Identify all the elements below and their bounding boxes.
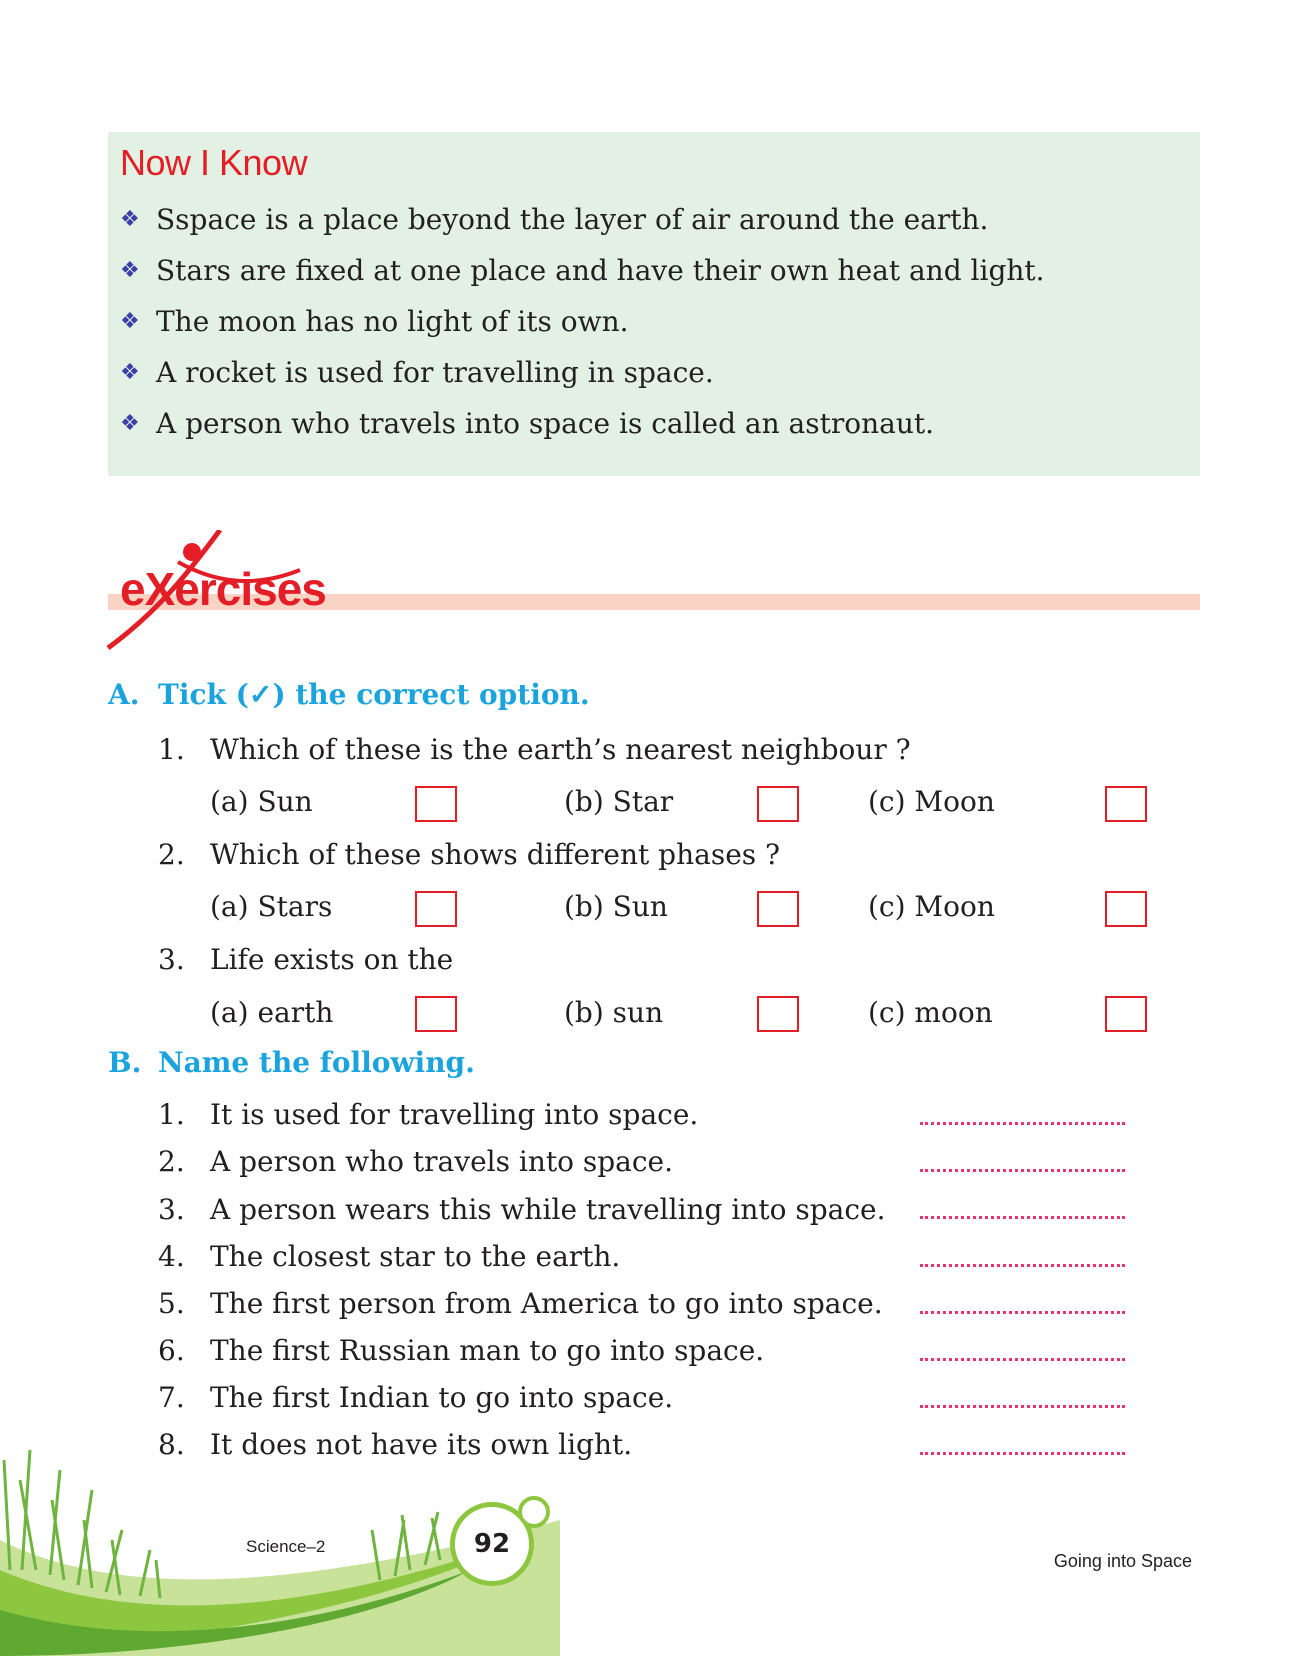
tick-box[interactable] <box>1105 786 1147 822</box>
answer-blank[interactable] <box>920 1169 1125 1172</box>
tick-box[interactable] <box>415 891 457 927</box>
answer-blank[interactable] <box>920 1452 1125 1455</box>
diamond-bullet-icon: ❖ <box>120 411 140 436</box>
list-item: 7. The first Indian to go into space. <box>158 1381 674 1414</box>
list-item: ❖ The moon has no light of its own. <box>120 305 629 338</box>
list-item: ❖ A rocket is used for travelling in space. <box>120 356 714 389</box>
option-label: (c) Moon <box>868 785 995 818</box>
tick-box[interactable] <box>757 786 799 822</box>
tick-box[interactable] <box>1105 996 1147 1032</box>
tick-box[interactable] <box>415 996 457 1032</box>
tick-box[interactable] <box>1105 891 1147 927</box>
diamond-bullet-icon: ❖ <box>120 258 140 283</box>
list-item: ❖ A person who travels into space is called an astronaut. <box>120 407 934 440</box>
section-a-heading: A. Tick (✓) the correct option. <box>108 678 590 711</box>
question-2: 2. Which of these shows different phases ? <box>158 838 781 871</box>
footer-chapter-title: Going into Space <box>1053 1551 1192 1571</box>
tick-box[interactable] <box>415 786 457 822</box>
option-label: (a) Sun <box>210 785 313 818</box>
answer-blank[interactable] <box>920 1216 1125 1219</box>
answer-blank[interactable] <box>920 1311 1125 1314</box>
section-b-heading: B. Name the following. <box>108 1046 475 1079</box>
now-i-know-box <box>108 132 1200 476</box>
question-1: 1. Which of these is the earth’s nearest neighbour ? <box>158 733 911 766</box>
list-item: 3. A person wears this while travelling into space. <box>158 1193 886 1226</box>
circle-icon <box>518 1496 550 1528</box>
list-item: 4. The closest star to the earth. <box>158 1240 621 1273</box>
answer-blank[interactable] <box>920 1264 1125 1267</box>
footer-book-title: Science–2 <box>246 1537 326 1556</box>
option-label: (a) earth <box>210 996 334 1029</box>
list-item: 5. The first person from America to go into space. <box>158 1287 883 1320</box>
option-label: (a) Stars <box>210 890 333 923</box>
option-label: (c) moon <box>868 996 993 1029</box>
now-i-know-title: Now I Know <box>120 142 308 183</box>
tick-box[interactable] <box>757 996 799 1032</box>
answer-blank[interactable] <box>920 1358 1125 1361</box>
exercises-title: eXercises <box>120 563 326 615</box>
page-number: 92 <box>450 1502 534 1586</box>
answer-blank[interactable] <box>920 1122 1125 1125</box>
list-item: ❖ Sspace is a place beyond the layer of air around the earth. <box>120 203 989 236</box>
option-label: (c) Moon <box>868 890 995 923</box>
question-3: 3. Life exists on the <box>158 943 454 976</box>
now-i-know-list <box>120 194 1045 449</box>
option-label: (b) Sun <box>564 890 668 923</box>
answer-blank[interactable] <box>920 1405 1125 1408</box>
diamond-bullet-icon: ❖ <box>120 207 140 232</box>
option-label: (b) sun <box>564 996 664 1029</box>
list-item: 1. It is used for travelling into space. <box>158 1098 699 1131</box>
option-label: (b) Star <box>564 785 674 818</box>
diamond-bullet-icon: ❖ <box>120 360 140 385</box>
tick-box[interactable] <box>757 891 799 927</box>
list-item: 6. The first Russian man to go into space. <box>158 1334 765 1367</box>
diamond-bullet-icon: ❖ <box>120 309 140 334</box>
list-item: 8. It does not have its own light. <box>158 1428 633 1461</box>
list-item: 2. A person who travels into space. <box>158 1145 673 1178</box>
list-item: ❖ Stars are fixed at one place and have their own heat and light. <box>120 254 1045 287</box>
